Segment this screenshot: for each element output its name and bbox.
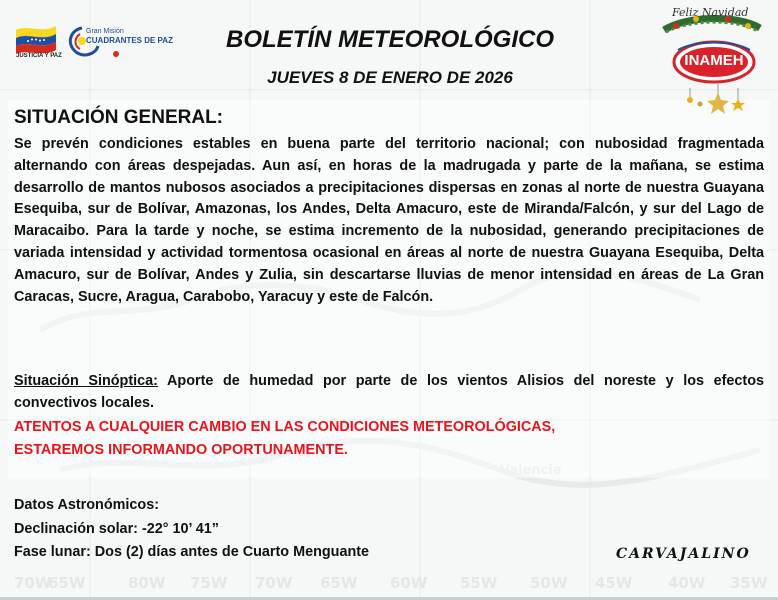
astro-heading: Datos Astronómicos: [14,497,159,513]
christmas-greeting: Feliz Navidad [672,6,749,19]
bulletin-date: JUEVES 8 DE ENERO DE 2026 [267,68,513,87]
map-lon-label: 75W [190,574,228,592]
situacion-sinoptica [14,371,764,415]
situacion-sinoptica-label: Situación Sinóptica: [14,373,158,389]
map-lon-label: 50W [530,574,568,592]
map-lon-label: 80W [128,574,166,592]
author-signature: CARVAJALINO [616,546,751,562]
map-lon-label: 65W [320,574,358,592]
map-place-label: Valencia [500,463,562,478]
solar-declination: Declinación solar: -22° 10’ 41” [14,520,219,537]
flag-caption: JUSTICIA Y PAZ [16,53,62,59]
inameh-logo [656,4,768,116]
mision-line1: Gran Misión [86,28,124,35]
warning-line-1: ATENTOS A CUALQUIER CAMBIO EN LAS CONDICIONES METEOROLÓGICAS, [14,419,556,435]
warning-message [14,416,764,462]
situacion-general-heading: SITUACIÓN GENERAL: [14,107,223,128]
situacion-general-text: Se prevén condiciones estables en buena parte del territorio nacional; con nubosidad fragmentada alternando con áreas despejadas. Aun así, en horas de la madrugada y parte de la mañana, se estima desarrollo de mantos nubosos asociados a precipitaciones dispersas en zonas al norte de nuestra Guayana Esequiba, sur de Bolívar, Amazonas, los Andes, Delta Amacuro, este de Miranda/Falcón, y sur del Lago de Maracaibo. Para la tarde y noche, se estima incremento de la nubosidad, generando precipitaciones de variada intensidad y actividad tormentosa ocasional en áreas al norte de nuestra Guayana Esequiba, Delta Amacuro, sur de Bolívar, Andes y Zulia, sin descartarse lluvias de menor intensidad en áreas de La Gran Caracas, Sucre, Aragua, Carabobo, Yaracuy y este de Falcón. [14,136,764,305]
warning-line-2: ESTAREMOS INFORMANDO OPORTUNAMENTE. [14,442,348,458]
map-lon-label: 70W [255,574,293,592]
mision-line2: CUADRANTES DE PAZ [86,36,173,45]
map-lon-label: 55W [460,574,498,592]
lunar-phase: Fase lunar: Dos (2) días antes de Cuarto Menguante [14,544,370,560]
map-lon-label: 35W [730,574,768,592]
government-logos [14,18,173,62]
situacion-sinoptica-text: Aporte de humedad por parte de los vientos Alisios del noreste y los efectos convectivos locales. [14,373,764,411]
map-lon-label: 45W [595,574,633,592]
map-lon-label: 60W [390,574,428,592]
map-lon-label: 70W [14,574,52,592]
astronomical-data [14,494,514,565]
map-lon-label: 65W [48,574,86,592]
bulletin-title: BOLETÍN METEOROLÓGICO [226,26,554,53]
inameh-label: INAMEH [684,52,744,69]
map-lon-label: 40W [668,574,706,592]
